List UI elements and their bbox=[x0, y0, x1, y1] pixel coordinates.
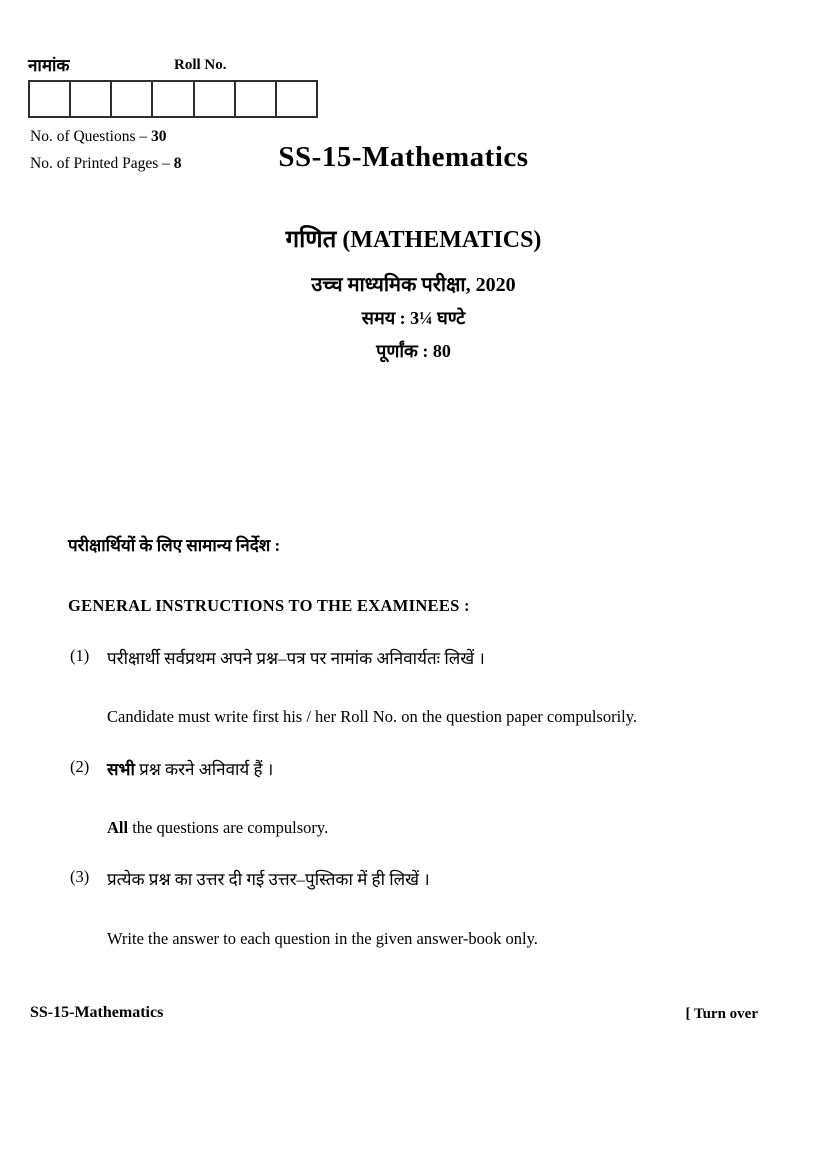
roll-label-english: Roll No. bbox=[174, 57, 227, 73]
instruction-1-number: (1) bbox=[70, 646, 90, 665]
instruction-3-hindi-text: प्रत्येक प्रश्न का उत्तर दी गई उत्तर–पुस्तिका में ही लिखें । bbox=[107, 870, 430, 889]
roll-box-cell bbox=[195, 82, 236, 116]
instruction-2-number: (2) bbox=[70, 757, 90, 776]
footer-paper-code: SS-15-Mathematics bbox=[30, 1004, 164, 1021]
pages-count-value: 8 bbox=[173, 155, 182, 172]
instruction-1-hindi bbox=[107, 646, 767, 669]
instruction-1-english bbox=[107, 707, 767, 727]
instruction-3-hindi bbox=[107, 867, 767, 890]
questions-count-label: No. of Questions – bbox=[30, 128, 151, 145]
roll-number-boxes bbox=[28, 80, 318, 118]
instruction-2-english-text: the questions are compulsory. bbox=[128, 818, 329, 837]
instruction-3-number: (3) bbox=[70, 867, 90, 886]
instruction-2-english-bold: All bbox=[107, 818, 129, 837]
roll-box-cell bbox=[112, 82, 153, 116]
exam-name-line: उच्च माध्यमिक परीक्षा, 2020 bbox=[311, 274, 516, 296]
instruction-1-hindi-text: परीक्षार्थी सर्वप्रथम अपने प्रश्न–पत्र पर नामांक अनिवार्यतः लिखें । bbox=[107, 649, 485, 668]
max-marks-line: पूर्णांक : 80 bbox=[376, 341, 451, 361]
footer-turn-over: [ Turn over bbox=[685, 1006, 758, 1022]
roll-label-hindi: नामांक bbox=[28, 56, 70, 75]
instructions-heading-hindi: परीक्षार्थियों के लिए सामान्य निर्देश : bbox=[68, 536, 281, 555]
instruction-1-english-text: Candidate must write first his / her Roll No. on the question paper compulsorily. bbox=[107, 707, 638, 726]
instruction-3-english-text: Write the answer to each question in the given answer-book only. bbox=[107, 929, 538, 948]
instruction-2-english bbox=[107, 818, 767, 838]
pages-count-label: No. of Printed Pages – bbox=[30, 155, 174, 172]
paper-code-title: SS-15-Mathematics bbox=[278, 141, 529, 173]
questions-count-value: 30 bbox=[150, 128, 167, 145]
roll-box-cell bbox=[153, 82, 194, 116]
instruction-2-hindi bbox=[107, 757, 767, 780]
time-allowed-line: समय : 3¼ घण्टे bbox=[361, 308, 466, 328]
roll-box-cell bbox=[30, 82, 71, 116]
instructions-heading-english: GENERAL INSTRUCTIONS TO THE EXAMINEES : bbox=[68, 596, 470, 615]
instruction-2-hindi-bold: सभी bbox=[107, 760, 135, 779]
roll-box-cell bbox=[71, 82, 112, 116]
instruction-2-hindi-text: प्रश्न करने अनिवार्य हैं । bbox=[134, 760, 274, 779]
roll-box-cell bbox=[277, 82, 316, 116]
roll-box-cell bbox=[236, 82, 277, 116]
subject-title: गणित (MATHEMATICS) bbox=[285, 227, 542, 253]
instruction-3-english bbox=[107, 929, 767, 949]
